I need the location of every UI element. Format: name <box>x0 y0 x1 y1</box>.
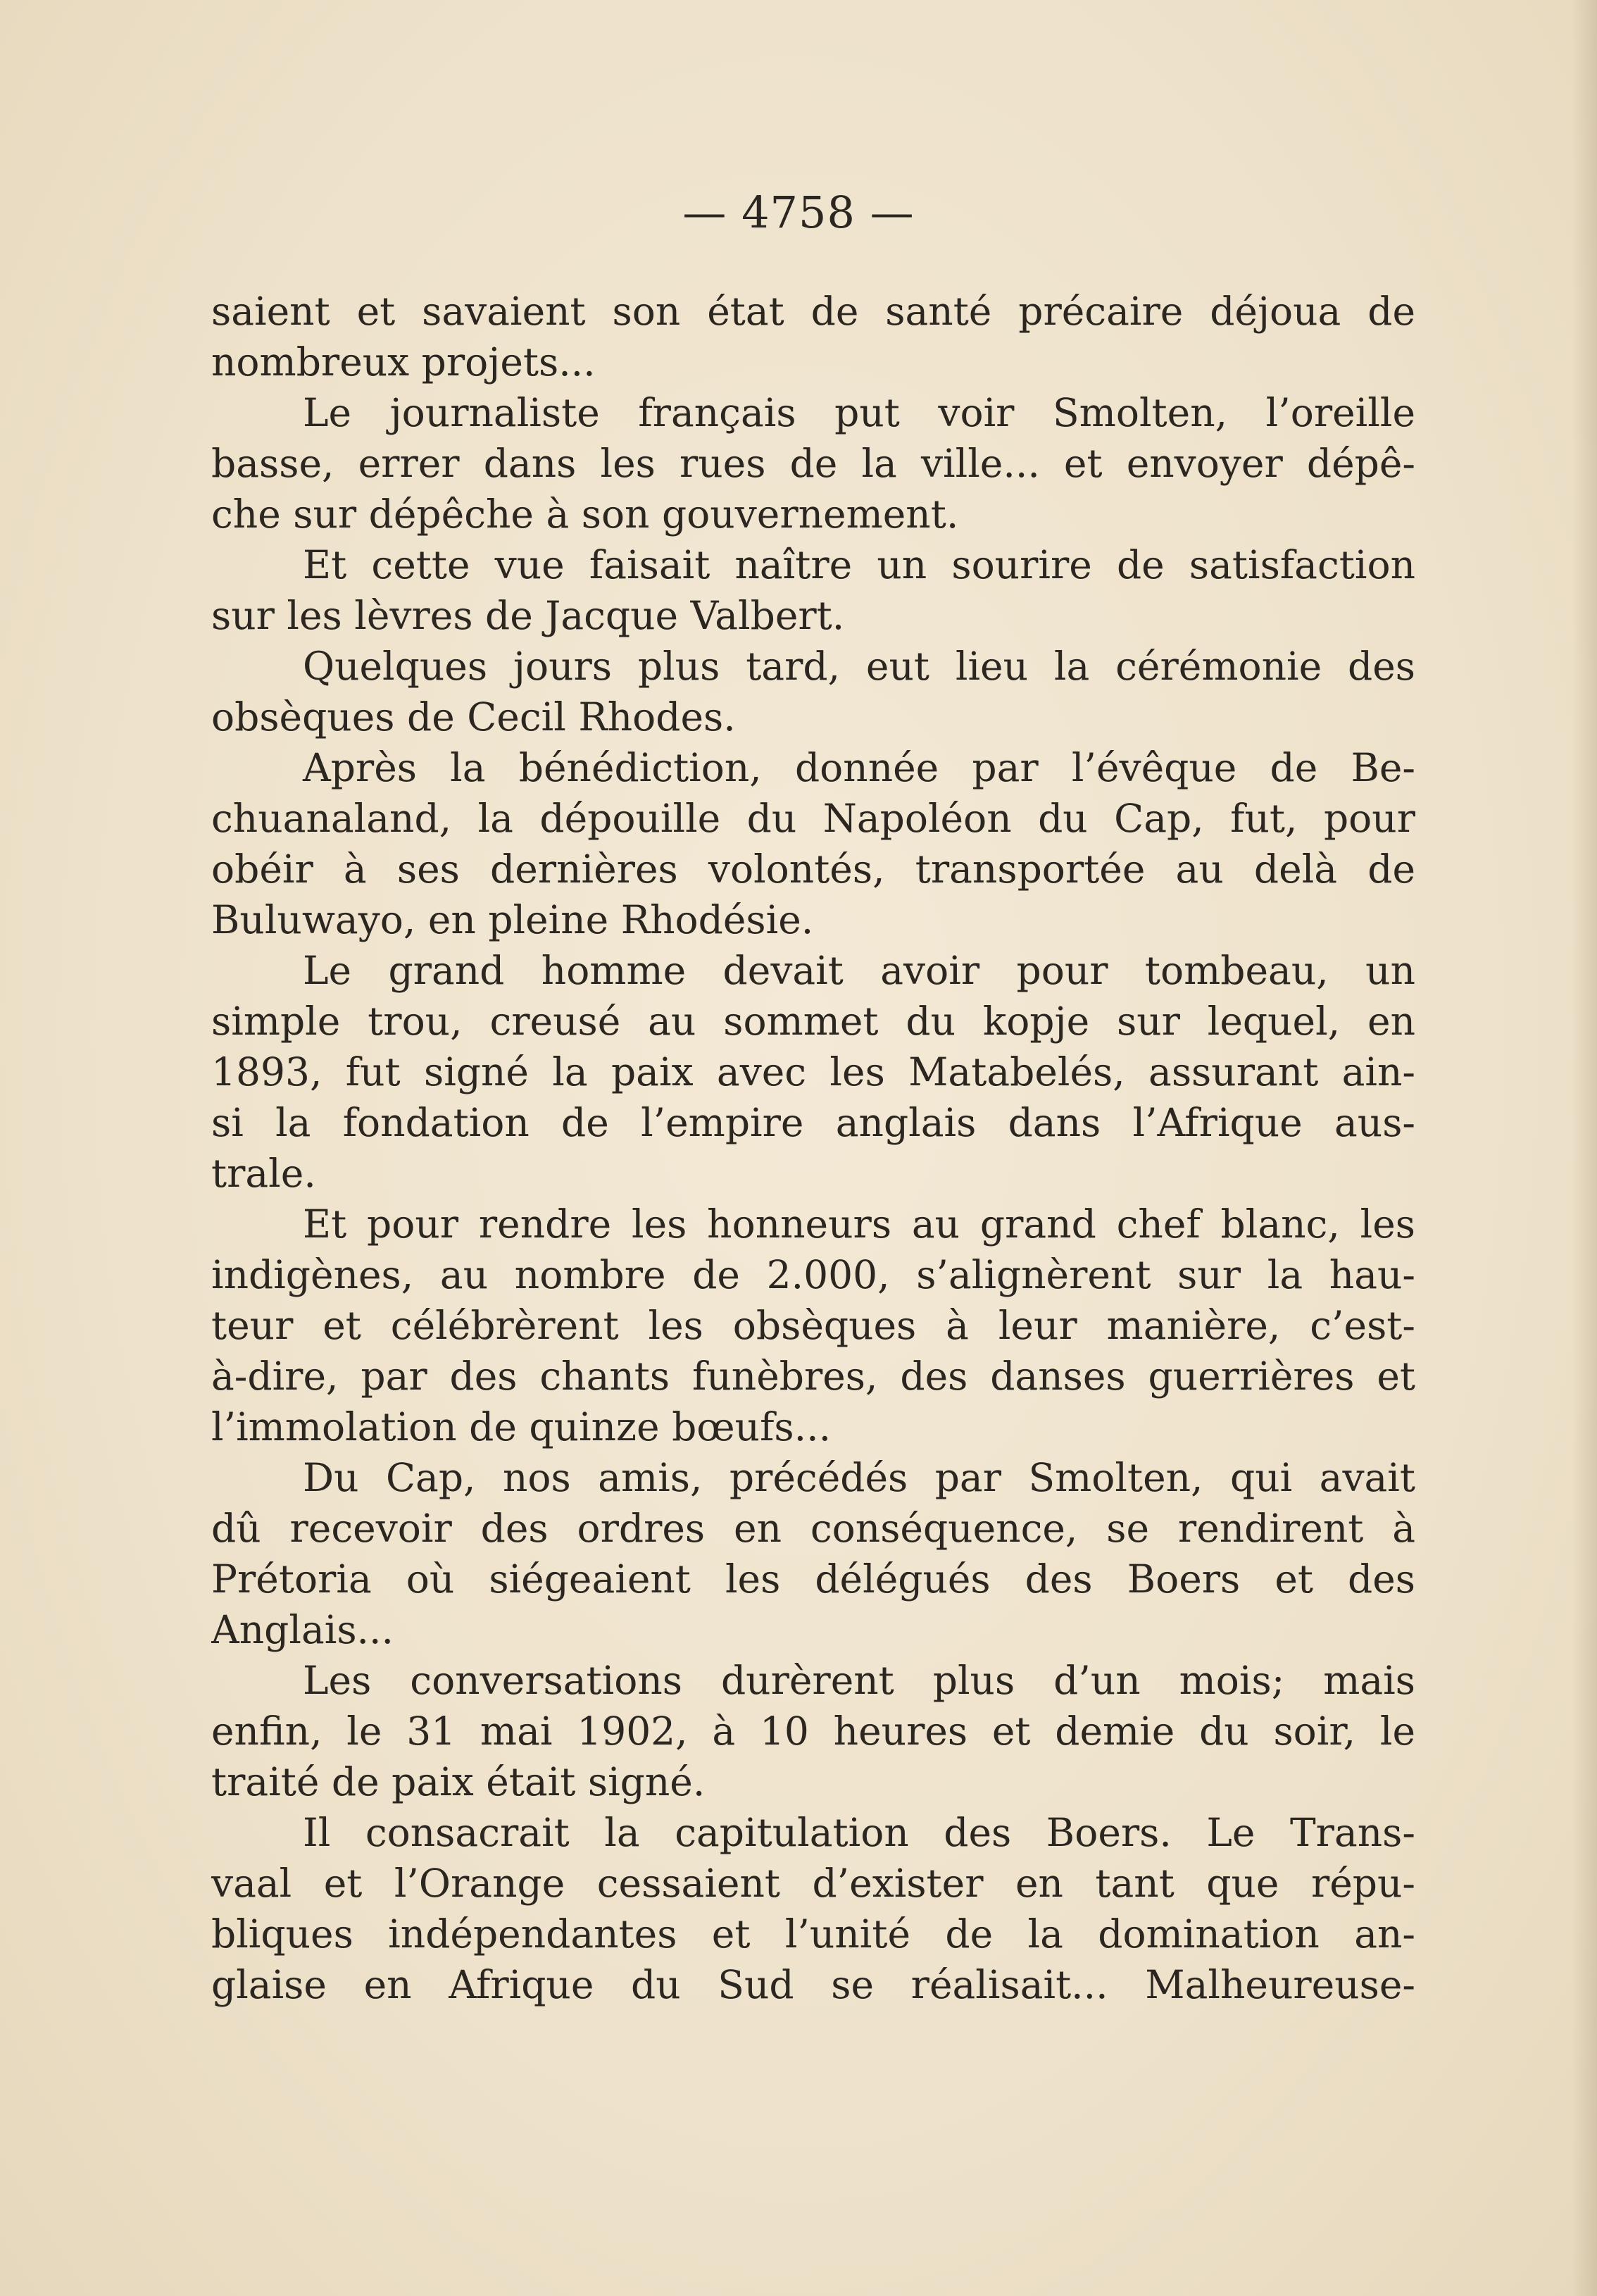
text-line: Quelques jours plus tard, eut lieu la cérémonie des <box>303 644 1415 689</box>
text-line: Le journaliste français put voir Smolten, l’oreille <box>303 390 1415 435</box>
text-line: Après la bénédiction, donnée par l’évêque de Be- <box>303 745 1415 790</box>
text-line: Et pour rendre les honneurs au grand chef blanc, les <box>303 1202 1415 1247</box>
text-line: 1893, fut signé la paix avec les Matabelés, assurant ain- <box>211 1049 1415 1094</box>
text-line: si la fondation de l’empire anglais dans l’Afrique aus- <box>211 1100 1415 1145</box>
text-line: chuanaland, la dépouille du Napoléon du Cap, fut, pour <box>211 796 1415 841</box>
text-line: Prétoria où siégeaient les délégués des Boers et des <box>211 1556 1415 1602</box>
text-line: indigènes, au nombre de 2.000, s’alignèrent sur la hau- <box>211 1252 1415 1297</box>
text-line: bliques indépendantes et l’unité de la domination an- <box>211 1911 1415 1957</box>
text-line: Anglais... <box>211 1607 394 1652</box>
text-line: Les conversations durèrent plus d’un mois; mais <box>303 1658 1415 1703</box>
text-line: simple trou, creusé au sommet du kopje sur lequel, en <box>211 999 1415 1044</box>
body-text <box>211 286 1415 2010</box>
page-number: — 4758 — <box>682 187 915 238</box>
text-line: traité de paix était signé. <box>211 1759 706 1804</box>
text-line: dû recevoir des ordres en conséquence, se rendirent à <box>211 1506 1415 1551</box>
text-line: Buluwayo, en pleine Rhodésie. <box>211 897 814 942</box>
text-line: nombreux projets... <box>211 339 596 385</box>
text-line: l’immolation de quinze bœufs... <box>211 1404 832 1449</box>
text-line: obsèques de Cecil Rhodes. <box>211 694 736 740</box>
text-line: vaal et l’Orange cessaient d’exister en tant que répu- <box>211 1861 1415 1906</box>
text-line: obéir à ses dernières volontés, transportée au delà de <box>211 847 1415 892</box>
text-line: che sur dépêche à son gouvernement. <box>211 492 959 537</box>
text-line: Le grand homme devait avoir pour tombeau, un <box>303 948 1415 993</box>
text-line: Il consacrait la capitulation des Boers. Le Trans- <box>303 1810 1415 1855</box>
text-line: saient et savaient son état de santé précaire déjoua de <box>211 289 1415 334</box>
text-line: teur et célébrèrent les obsèques à leur manière, c’est- <box>211 1303 1415 1348</box>
text-line: enfin, le 31 mai 1902, à 10 heures et demie du soir, le <box>211 1709 1415 1754</box>
text-line: glaise en Afrique du Sud se réalisait... Malheureuse- <box>211 1962 1415 2007</box>
text-line: Et cette vue faisait naître un sourire de satisfaction <box>303 542 1415 587</box>
text-line: trale. <box>211 1151 316 1196</box>
text-line: à-dire, par des chants funèbres, des danses guerrières et <box>211 1354 1415 1399</box>
text-line: basse, errer dans les rues de la ville... et envoyer dépê- <box>211 441 1415 486</box>
text-line: sur les lèvres de Jacque Valbert. <box>211 593 845 638</box>
page-edge-shadow <box>1572 0 1597 2296</box>
text-line: Du Cap, nos amis, précédés par Smolten, qui avait <box>303 1455 1415 1500</box>
